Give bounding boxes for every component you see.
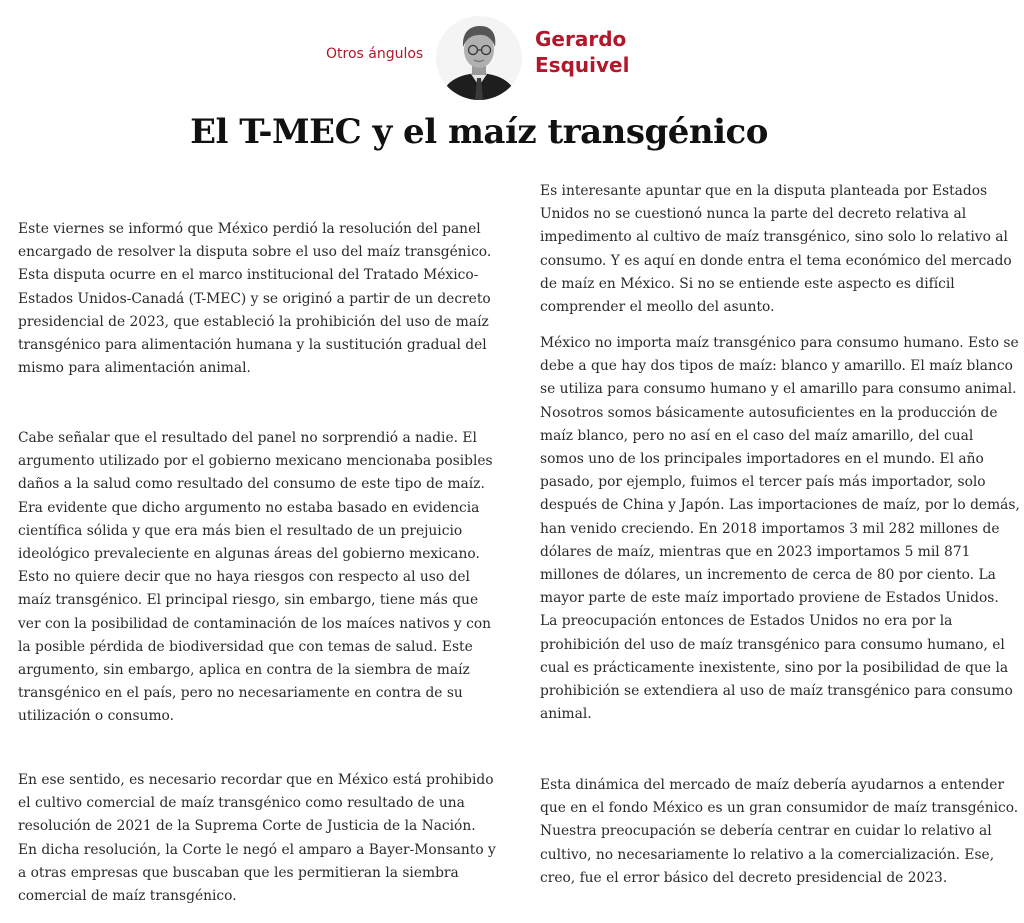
author-photo-icon: [436, 16, 522, 100]
article-paragraph: En ese sentido, es necesario recordar que en México está prohibido el cultivo comercial de maíz transgénico como resultado de una resolución de 2021 de la Suprema Corte de Justicia de la Nación. En dicha resolución, la Corte le negó el amparo a Bayer-Monsanto y a otras empresas que buscaban que les permitieran la siembra comercial de maíz transgénico.: [18, 772, 496, 905]
article-paragraph: Cabe señalar que el resultado del panel no sorprendió a nadie. El argumento utilizado por el gobierno mexicano mencionaba posibles daños a la salud como resultado del consumo de este tipo de maíz. Era evidente que dicho argumento no estaba basado en evidencia científica sólida y que era más bien el resultado de un prejuicio ideológico prevaleciente en algunas áreas del gobierno mexicano. Esto no quiere decir que no haya riesgos con respecto al uso del maíz transgénico. El principal riesgo, sin embargo, tiene más que ver con la posibilidad de contaminación de los maíces nativos y con la posible pérdida de biodiversidad que con temas de salud. Este argumento, sin embargo, aplica en contra de la siembra de maíz transgénico en el país, pero no necesariamente en contra de su utilización o consumo.: [18, 430, 493, 725]
author-name: [535, 26, 629, 78]
article-title: El T-MEC y el maíz transgénico: [190, 112, 768, 152]
author-portrait: [436, 16, 522, 100]
article-paragraph: México no importa maíz transgénico para consumo humano. Esto se debe a que hay dos tipos de maíz: blanco y amarillo. El maíz blanco se utiliza para consumo humano y el amarillo para consumo animal. Nosotros somos básicamente autosuficientes en la producción de maíz blanco, pero no así en el caso del maíz amarillo, del cual somos uno de los principales importadores en el mundo. El año pasado, por ejemplo, fuimos el tercer país más importador, solo después de China y Japón. Las importaciones de maíz, por lo demás, han venido creciendo. En 2018 importamos 3 mil 282 millones de dólares de maíz, mientras que en 2023 importamos 5 mil 871 millones de dólares, un incremento de cerca de 80 por ciento. La mayor parte de este maíz importado proviene de Estados Unidos. La preocupación entonces de Estados Unidos no era por la prohibición del uso de maíz transgénico para consumo humano, el cual es prácticamente inexistente, sino por la posibilidad de que la prohibición se extendiera al uso de maíz transgénico para consumo animal.: [540, 335, 1020, 723]
article-paragraph: Este viernes se informó que México perdió la resolución del panel encargado de resolver la disputa sobre el uso del maíz transgénico. Esta disputa ocurre en el marco institucional del Tratado México-Estados Unidos-Canadá (T-MEC) y se originó a partir de un decreto presidencial de 2023, que estableció la prohibición del uso de maíz transgénico para alimentación humana y la sustitución gradual del mismo para alimentación animal.: [18, 221, 492, 377]
author-first-name: Gerardo: [535, 27, 627, 51]
article-paragraph: Es interesante apuntar que en la disputa planteada por Estados Unidos no se cuestionó nunca la parte del decreto relativa al impedimento al cultivo de maíz transgénico, sino solo lo relativo al consumo. Y es aquí en donde entra el tema económico del mercado de maíz en México. Si no se entiende este aspecto es difícil comprender el meollo del asunto.: [540, 183, 1012, 316]
author-last-name: Esquivel: [535, 53, 630, 77]
section-label: Otros ángulos: [326, 46, 424, 62]
column-header: [0, 14, 1024, 100]
article-paragraph: Esta dinámica del mercado de maíz debería ayudarnos a entender que en el fondo México es un gran consumidor de maíz transgénico. Nuestra preocupación se debería centrar en cuidar lo relativo al cultivo, no necesariamente lo relativo a la comercialización. Ese, creo, fue el error básico del decreto presidencial de 2023.: [540, 777, 1019, 886]
